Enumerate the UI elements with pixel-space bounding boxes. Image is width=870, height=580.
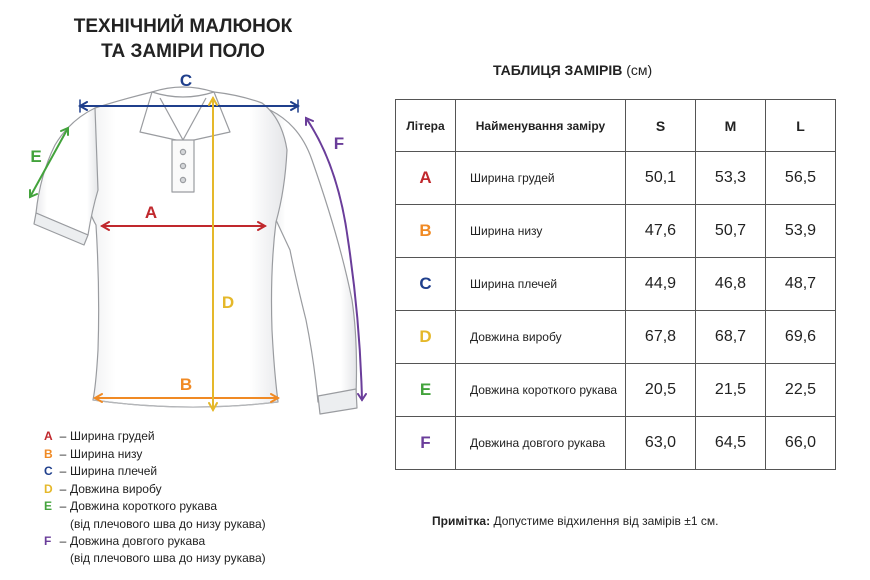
polo-shirt-icon — [34, 87, 357, 414]
title-line-2: ТА ЗАМІРИ ПОЛО — [101, 41, 265, 62]
table-title-text: ТАБЛИЦЯ ЗАМІРІВ — [493, 62, 623, 78]
legend-letter: B — [44, 446, 53, 461]
row-letter: C — [396, 258, 456, 311]
table-row — [396, 152, 836, 205]
legend-letter: E — [44, 499, 53, 513]
table-unit: (см) — [626, 62, 653, 78]
measurements-table — [395, 99, 836, 470]
header-name: Найменування заміру — [456, 100, 626, 152]
header-size-m: M — [696, 100, 766, 152]
tolerance-note — [432, 514, 718, 528]
row-size-l: 69,6 — [766, 311, 836, 364]
row-name: Довжина довгого рукава — [456, 417, 626, 470]
row-size-s: 63,0 — [626, 417, 696, 470]
measurement-legend — [44, 428, 266, 567]
row-name: Ширина грудей — [456, 152, 626, 205]
legend-text: Ширина низу — [70, 446, 143, 461]
table-row — [396, 258, 836, 311]
row-size-l: 56,5 — [766, 152, 836, 205]
row-letter: F — [396, 417, 456, 470]
legend-text: Довжина виробу — [70, 481, 162, 496]
row-name: Довжина короткого рукава — [456, 364, 626, 417]
note-label: Примітка: — [432, 514, 491, 528]
row-size-s: 44,9 — [626, 258, 696, 311]
label-d: D — [221, 293, 235, 312]
legend-dash: – — [59, 464, 67, 478]
legend-text: Довжина короткого рукава — [70, 499, 217, 513]
legend-letter: D — [44, 481, 53, 496]
row-letter: D — [396, 311, 456, 364]
row-name: Ширина плечей — [456, 258, 626, 311]
table-row — [396, 364, 836, 417]
table-row — [396, 311, 836, 364]
row-size-l: 48,7 — [766, 258, 836, 311]
legend-item — [44, 428, 266, 446]
table-row — [396, 417, 836, 470]
legend-note: (від плечового шва до низу рукава) — [70, 551, 266, 565]
row-size-m: 68,7 — [696, 311, 766, 364]
row-size-l: 66,0 — [766, 417, 836, 470]
row-letter: B — [396, 205, 456, 258]
label-e: E — [30, 147, 42, 166]
legend-item — [44, 533, 266, 551]
legend-item — [44, 498, 266, 516]
note-text: Допустиме відхилення від замірів ±1 см. — [493, 514, 719, 528]
legend-item — [44, 446, 266, 464]
header-size-l: L — [766, 100, 836, 152]
row-size-m: 50,7 — [696, 205, 766, 258]
label-c: C — [179, 71, 193, 90]
label-f: F — [333, 134, 345, 153]
row-size-m: 53,3 — [696, 152, 766, 205]
legend-letter: F — [44, 533, 52, 548]
legend-dash: – — [59, 446, 67, 461]
table-header-row — [396, 100, 836, 152]
label-a: A — [144, 203, 158, 222]
table-title — [493, 62, 652, 78]
legend-text: Ширина плечей — [70, 464, 158, 478]
row-size-m: 46,8 — [696, 258, 766, 311]
row-size-s: 20,5 — [626, 364, 696, 417]
label-b: B — [179, 375, 193, 394]
row-size-l: 22,5 — [766, 364, 836, 417]
row-name: Ширина низу — [456, 205, 626, 258]
row-letter: A — [396, 152, 456, 205]
header-letter: Літера — [396, 100, 456, 152]
row-size-s: 67,8 — [626, 311, 696, 364]
row-letter: E — [396, 364, 456, 417]
page-title — [48, 14, 318, 64]
row-name: Довжина виробу — [456, 311, 626, 364]
table-row — [396, 205, 836, 258]
header-size-s: S — [626, 100, 696, 152]
legend-dash: – — [59, 481, 67, 496]
title-line-1: ТЕХНІЧНИЙ МАЛЮНОК — [73, 16, 293, 37]
legend-note: (від плечового шва до низу рукава) — [70, 516, 266, 531]
polo-technical-drawing — [0, 60, 390, 420]
legend-dash: – — [59, 429, 67, 443]
legend-dash: – — [59, 499, 67, 513]
legend-text: Довжина довгого рукава — [70, 533, 206, 548]
row-size-m: 21,5 — [696, 364, 766, 417]
legend-text: Ширина грудей — [70, 429, 155, 443]
row-size-s: 50,1 — [626, 152, 696, 205]
legend-letter: A — [44, 429, 53, 443]
legend-item — [44, 481, 266, 499]
row-size-l: 53,9 — [766, 205, 836, 258]
row-size-m: 64,5 — [696, 417, 766, 470]
legend-dash: – — [59, 533, 67, 548]
row-size-s: 47,6 — [626, 205, 696, 258]
legend-letter: C — [44, 464, 53, 478]
legend-item — [44, 463, 266, 481]
